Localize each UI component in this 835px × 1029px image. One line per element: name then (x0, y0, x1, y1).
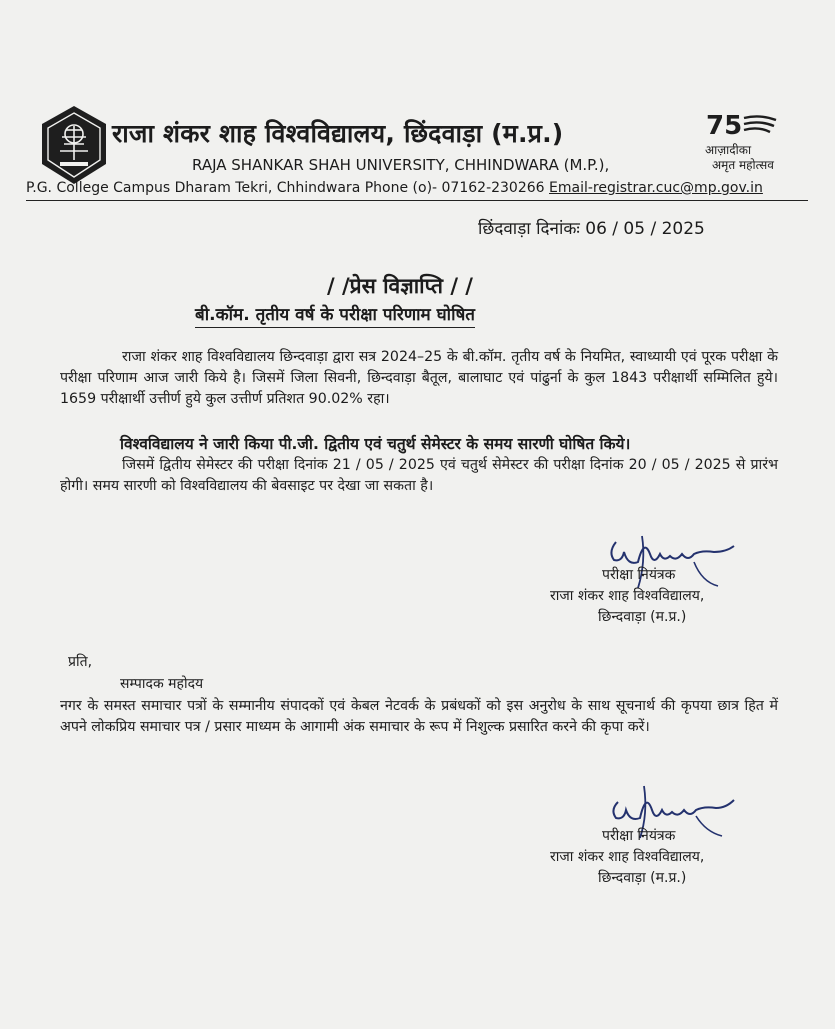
date-line: छिंदवाड़ा दिनांकः 06 / 05 / 2025 (478, 219, 705, 239)
signatory-university: राजा शंकर शाह विश्वविद्यालय, (550, 849, 705, 865)
signatory-university: राजा शंकर शाह विश्वविद्यालय, (550, 588, 705, 604)
signatory-city: छिन्दवाड़ा (म.प्र.) (598, 609, 687, 625)
signatory-designation: परीक्षा नियंत्रक (602, 567, 676, 583)
azadi-text-line1: आज़ादीका (705, 143, 752, 157)
svg-text:75: 75 (706, 111, 743, 141)
press-release-heading: / /प्रेस विज्ञाप्ति / / (327, 274, 473, 298)
university-title-english: RAJA SHANKAR SHAH UNIVERSITY, CHHINDWARA (M.P.), (192, 156, 610, 174)
timetable-announcement: विश्वविद्यालय ने जारी किया पी.जी. द्वितीय एवं चतुर्थ सेमेस्टर के समय सारणी घोषित किये। (120, 435, 631, 453)
azadi-text-line2: अमृत महोत्सव (712, 158, 774, 172)
subject-heading: बी.कॉम. तृतीय वर्ष के परीक्षा परिणाम घोषित (195, 302, 475, 328)
university-address (26, 180, 763, 196)
to-label: प्रति, (68, 654, 93, 670)
addressee: सम्पादक महोदय (120, 676, 204, 692)
address-text: P.G. College Campus Dharam Tekri, Chhindwara Phone (o)- 07162-230266 (26, 180, 545, 196)
signatory-city: छिन्दवाड़ा (म.प्र.) (598, 870, 687, 886)
timetable-paragraph: जिसमें द्वितीय सेमेस्टर की परीक्षा दिनांक 21 / 05 / 2025 एवं चतुर्थ सेमेस्टर की परीक्षा दिनांक 20 / 05 / 2025 से प्रारंभ होगी। समय सारणी को विश्वविद्यालय की बेवसाइट पर देखा जा सकता है। (60, 457, 778, 494)
result-paragraph: राजा शंकर शाह विश्वविद्यालय छिन्दवाड़ा द्वारा सत्र 2024–25 के बी.कॉम. तृतीय वर्ष के नियमित, स्वाध्यायी एवं पूरक परीक्षा के परीक्षा परिणाम आज जारी किये है। जिसमें जिला सिवनी, छिन्दवाड़ा बैतूल, बालाघाट एवं पांढुर्ना के कुल 1843 परीक्षार्थी सम्मिलित हुये। 1659 परीक्षार्थी उत्तीर्ण हुये कुल उत्तीर्ण प्रतिशत 90.02% रहा। (60, 349, 778, 407)
university-title-hindi: राजा शंकर शाह विश्वविद्यालय, छिंदवाड़ा (म.प्र.) (112, 119, 564, 148)
signatory-designation: परीक्षा नियंत्रक (602, 828, 676, 844)
email-link[interactable]: Email-registrar.cuc@mp.gov.in (549, 180, 763, 196)
request-paragraph: नगर के समस्त समाचार पत्रों के सम्मानीय संपादकों एवं केबल नेटवर्क के प्रबंधकों को इस अनुरोध के साथ सूचनार्थ की कृपया छात्र हित में अपने लोकप्रिय समाचार पत्र / प्रसार माध्यम के आगामी अंक समाचार के रूप में निशुल्क प्रसारित करने की कृपा करें। (60, 698, 778, 735)
signatory-block (550, 565, 704, 628)
university-emblem-icon (38, 104, 110, 188)
signatory-block (550, 826, 704, 889)
letterhead-divider (26, 200, 808, 201)
